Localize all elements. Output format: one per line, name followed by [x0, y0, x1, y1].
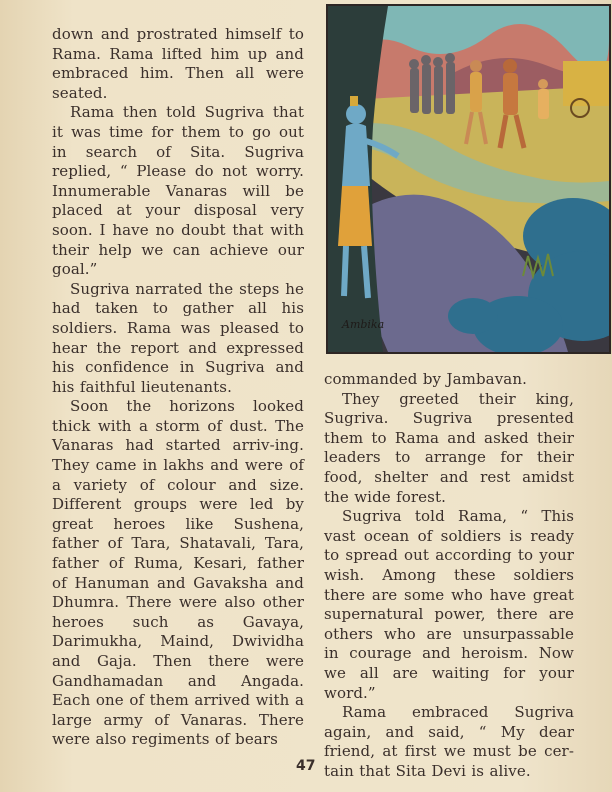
paragraph: commanded by Jambavan.: [324, 370, 527, 388]
paragraph: Sugriva told Rama, “ This vast ocean of soldiers is ready to spread out according to your wish. Among these soldiers there are some who have great supernatural power, there are others who are unsurpassable in courage and heroism. Now we all are waiting for your word.”: [324, 507, 574, 702]
rock: [448, 298, 498, 334]
artist-signature: Ambika: [342, 318, 385, 331]
page-number: 47: [296, 758, 316, 774]
illustration: [326, 4, 611, 354]
lakshmana-figure: [538, 79, 549, 119]
chariot: [563, 61, 609, 106]
illustration-scene: [328, 6, 609, 352]
right-column: [324, 370, 574, 781]
paragraph: Sugriva narrated the steps he had taken to gather all his soldiers. Rama was pleased to hear the report and expressed his confidence in Sugriva and his faithful lieutenants.: [52, 279, 304, 396]
paragraph: They greeted their king, Sugriva. Sugriva presented them to Rama and asked their leaders to arrange for their food, shelter and rest amidst the wide forest.: [324, 389, 574, 506]
paragraph: Rama embraced Sugriva again, and said, “ My dear friend, at first we must be cer-tain that Sita Devi is alive.: [324, 703, 574, 780]
paragraph: down and prostrated himself to Rama. Rama lifted him up and embraced him. Then all were seated.: [52, 25, 304, 102]
paragraph: Rama then told Sugriva that it was time for them to go out in search of Sita. Sugriva replied, “ Please do not worry. Innumerable Vanaras will be placed at your disposal very soon. I have no doubt that with their help we can achieve our goal.”: [52, 103, 304, 279]
paragraph: Soon the horizons looked thick with a storm of dust. The Vanaras had started arriv-ing. They came in lakhs and were of a variety of colour and size. Different groups were led by great heroes like Sushena, father of Tara, Shatavali, Tara, father of Ruma, Kesari, father of Hanuman and Gavaksha and Dhumra. There were also other heroes such as Gavaya, Darimukha, Maind, Dwividha and Gaja. Then there were Gandhamadan and Angada. Each one of them arrived with a large army of Vanaras. There were also regiments of bears: [52, 397, 304, 749]
left-column: [52, 25, 304, 750]
